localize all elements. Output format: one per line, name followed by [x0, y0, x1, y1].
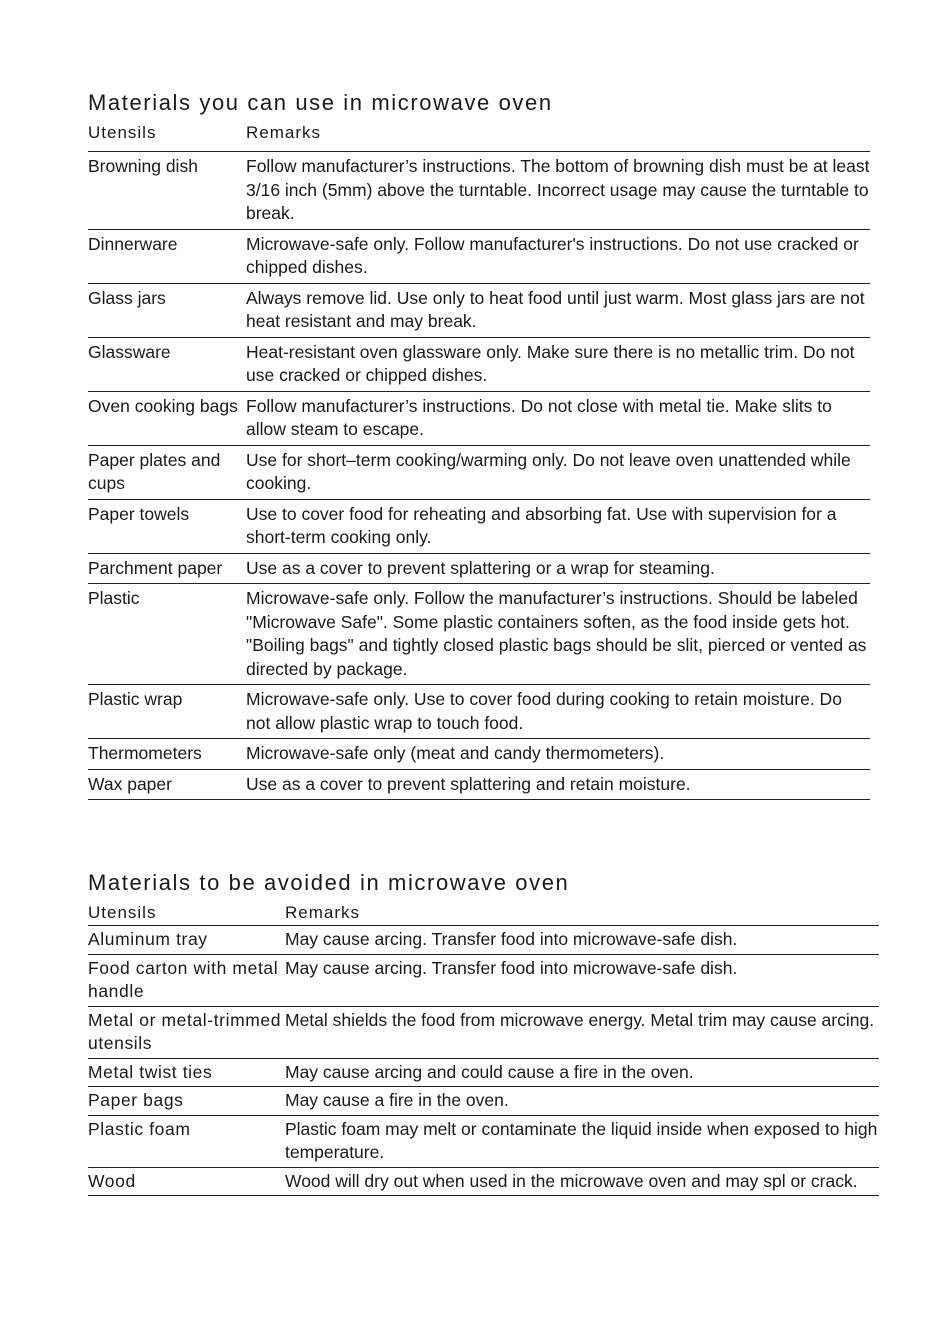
remarks-column-header: Remarks [285, 903, 361, 922]
utensil-cell: Aluminum tray [88, 929, 208, 949]
utensil-cell: Paper bags [88, 1090, 184, 1110]
table-row [88, 769, 870, 800]
remark-cell: Microwave-safe only. Use to cover food during cooking to retain moisture. Do not allow plastic wrap to touch food. [246, 689, 842, 733]
remark-cell: Use for short–term cooking/warming only. Do not leave oven unattended while cooking. [246, 449, 851, 493]
table-row [88, 1115, 879, 1167]
remark-cell: Always remove lid. Use only to heat food until just warm. Most glass jars are not heat resistant and may break. [246, 287, 865, 331]
utensil-cell: Food carton with metal handle [88, 957, 279, 1001]
remark-cell: May cause arcing. Transfer food into microwave-safe dish. [285, 929, 738, 949]
remark-cell: Follow manufacturer’s instructions. The bottom of browning dish must be at least 3/16 inch (5mm) above the turntable. Incorrect usage may cause the turntable to break. [246, 156, 870, 223]
remark-cell: Microwave-safe only. Follow manufacturer's instructions. Do not use cracked or chipped dishes. [246, 233, 859, 277]
safe-materials-title: Materials you can use in microwave oven [88, 90, 553, 115]
table-row [88, 553, 870, 584]
utensil-cell: Paper plates and cups [88, 449, 221, 493]
safe-materials-header [88, 122, 870, 151]
table-row [88, 954, 879, 1006]
remark-cell: May cause a fire in the oven. [285, 1090, 509, 1110]
table-row [88, 685, 870, 739]
avoid-materials-table [88, 925, 879, 1196]
utensil-cell: Plastic foam [88, 1118, 191, 1139]
table-row [88, 1006, 879, 1058]
utensils-column-header: Utensils [88, 123, 157, 142]
utensil-cell: Wax paper [88, 773, 172, 794]
remark-cell: Use to cover food for reheating and absorbing fat. Use with supervision for a short-term cooking only. [246, 503, 837, 547]
utensil-cell: Glassware [88, 341, 171, 362]
utensils-column-header: Utensils [88, 903, 157, 922]
remarks-column-header: Remarks [246, 123, 322, 142]
table-row [88, 152, 870, 230]
remark-cell: May cause arcing. Transfer food into microwave-safe dish. [285, 957, 738, 978]
table-row [88, 1167, 879, 1196]
remark-cell: Metal shields the food from microwave energy. Metal trim may cause arcing. [285, 1009, 875, 1030]
avoid-materials-section [88, 870, 879, 1196]
safe-materials-table [88, 151, 870, 800]
table-row [88, 739, 870, 770]
utensil-cell: Dinnerware [88, 233, 178, 254]
avoid-materials-header [88, 902, 879, 925]
remark-cell: Microwave-safe only (meat and candy thermometers). [246, 743, 665, 763]
table-row [88, 926, 879, 955]
table-row [88, 499, 870, 553]
utensil-cell: Glass jars [88, 287, 166, 308]
remark-cell: Heat-resistant oven glassware only. Make sure there is no metallic trim. Do not use cracked or chipped dishes. [246, 341, 855, 385]
utensil-cell: Plastic wrap [88, 689, 183, 709]
utensil-cell: Paper towels [88, 503, 190, 524]
table-row [88, 283, 870, 337]
utensil-cell: Browning dish [88, 156, 198, 176]
remark-cell: Follow manufacturer’s instructions. Do not close with metal tie. Make slits to allow steam to escape. [246, 395, 832, 439]
table-row [88, 445, 870, 499]
remark-cell: Use as a cover to prevent splattering and retain moisture. [246, 773, 691, 794]
utensil-cell: Parchment paper [88, 557, 223, 578]
remark-cell: Use as a cover to prevent splattering or a wrap for steaming. [246, 557, 715, 578]
safe-materials-section [88, 90, 870, 800]
table-row [88, 1087, 879, 1116]
utensil-cell: Metal twist ties [88, 1061, 213, 1082]
utensil-cell: Thermometers [88, 743, 202, 763]
utensil-cell: Metal or metal-trimmed utensils [88, 1009, 282, 1053]
remark-cell: Wood will dry out when used in the microwave oven and may spl or crack. [285, 1170, 858, 1191]
utensil-cell: Plastic [88, 588, 140, 608]
utensil-cell: Wood [88, 1170, 136, 1191]
table-row [88, 1058, 879, 1087]
table-row [88, 584, 870, 685]
remark-cell: May cause arcing and could cause a fire in the oven. [285, 1061, 694, 1082]
utensil-cell: Oven cooking bags [88, 395, 238, 416]
table-row [88, 337, 870, 391]
table-row [88, 391, 870, 445]
table-row [88, 229, 870, 283]
avoid-materials-title: Materials to be avoided in microwave oven [88, 870, 570, 895]
remark-cell: Microwave-safe only. Follow the manufacturer’s instructions. Should be labeled "Microwave Safe". Some plastic containers soften, as the food inside gets hot. "Boiling bags" and tightly closed plastic bags should be slit, pierced or vented as directed by package. [246, 588, 867, 679]
remark-cell: Plastic foam may melt or contaminate the liquid inside when exposed to high temperature. [285, 1118, 878, 1162]
